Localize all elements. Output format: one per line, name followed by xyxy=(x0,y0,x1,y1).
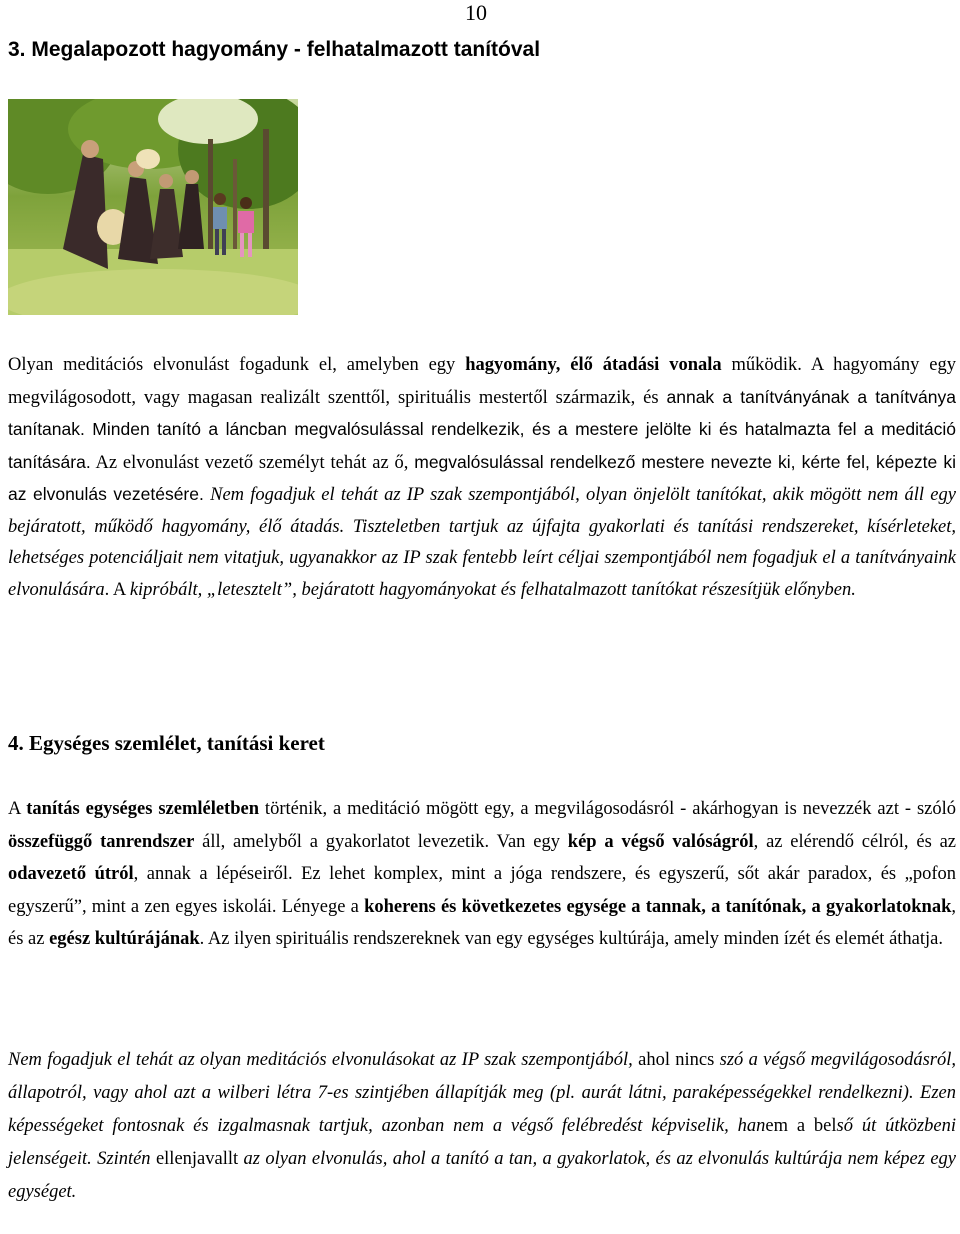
text-run: , annak a lépéseiről. Ez lehet komplex, mint a jóga rendszere, és egyszerű, sőt akár paradox, és „pofon egyszerű”, mint a zen egyes iskolái. Lényege a xyxy=(8,864,956,917)
bold-run: kép a végső valóságról xyxy=(567,831,754,852)
text-run: . A xyxy=(104,579,130,600)
bold-run: koherens és következetes egysége a tannak, a tanítónak, a gyakorlatoknak xyxy=(364,896,952,917)
section-4-paragraph-1 xyxy=(8,793,956,956)
text-run: A xyxy=(8,799,27,819)
italic-run: szó a végső megvilágosodásról, állapotról, vagy ahol azt a wilberi létra 7-es szintjében állapítják meg (pl. aurát látni, paraképességekkel rendelkezni). Ezen képességeket fontosnak és izgalmasnak tartjuk, azonban nem a végső felébredést képviselik, han xyxy=(8,1050,956,1136)
italic-run: kipróbált, „letesztelt”, bejáratott hagyományokat és felhatalmazott tanítókat részesítjük előnyben. xyxy=(129,579,856,600)
text-run: em a bel xyxy=(765,1116,837,1136)
italic-run: egy bejáratott, működő hagyomány, élő átadás. xyxy=(8,485,956,537)
text-run: Az elvonulást vezető személyt tehát az ő, xyxy=(90,452,415,473)
bold-run: tanítás egységes szemléletben xyxy=(26,799,260,819)
text-run: történik, a meditáció mögött egy, a megvilágosodásról - akárhogyan is nevezzék azt - szóló xyxy=(259,799,957,819)
italic-run: Nem fogadjuk el tehát az olyan meditációs elvonulásokat az IP szak szempontjából, xyxy=(8,1050,633,1070)
section-4-heading: 4. Egységes szemlélet, tanítási keret xyxy=(8,731,325,755)
text-run: , az elérendő célról, és az xyxy=(753,831,956,852)
italic-run: ső út útközbeni jelenségeit. Szintén xyxy=(8,1116,956,1169)
italic-run: Nem fogadjuk el tehát az IP szak szempontjából, olyan önjelölt tanítókat, akik mögött nem xyxy=(203,485,905,505)
text-run: . Az ilyen spirituális rendszereknek van egy egységes kultúrája, amely minden ízét és elemét áthatja. xyxy=(199,929,944,949)
text-run: Olyan meditációs elvonulást fogadunk el, amelyben egy xyxy=(8,355,466,375)
section-3-paragraph xyxy=(8,350,956,606)
bold-run: hagyomány, élő átadási vonala xyxy=(465,355,722,375)
text-run: működik. A hagyomány egy megvilágosodott, vagy magasan realizált szenttől, spirituális mestertől származik, és xyxy=(8,355,957,408)
italic-run: az olyan elvonulás, ahol a tanító a tan, a gyakorlatok, és az elvonulás kultúrája nem képez egy egységet. xyxy=(8,1149,957,1202)
photo-image xyxy=(8,99,298,315)
bold-run: odavezető útról xyxy=(8,864,134,884)
page-number: 10 xyxy=(465,0,487,25)
bold-run: összefüggő tanrendszer xyxy=(8,831,195,852)
text-run: áll, amelyből a gyakorlatot levezetik. Van egy xyxy=(194,831,568,852)
photo-monks-walking xyxy=(8,99,298,315)
text-run: annak a tanítványának a tanítványa tanítanak. Minden tanító a láncban megvalósulással rendelkezik, és a mestere jelölte ki és hatalmazta fel a meditáció tanítására. xyxy=(8,386,956,472)
text-run: , és az xyxy=(8,896,956,949)
section-3-heading: 3. Megalapozott hagyomány - felhatalmazott tanítóval xyxy=(8,38,541,61)
italic-run: áll xyxy=(904,485,925,505)
section-4-paragraph-2 xyxy=(8,1044,956,1209)
text-run: ahol nincs xyxy=(632,1050,720,1070)
bold-run: egész kultúrájának xyxy=(49,929,200,949)
text-run: megvalósulással rendelkező mestere nevezte ki, kérte fel, képezte ki az elvonulás vezetésére. xyxy=(8,451,956,504)
italic-run: Tiszteletben tartjuk az újfajta gyakorlati és tanítási rendszereket, xyxy=(344,516,868,537)
italic-run: kísérleteket, lehetséges potenciáljait nem vitatjuk, ugyanakkor az IP szak fentebb leírt céljai szempontjából nem fogadjuk el a tanítványaink elvonulására xyxy=(8,516,957,600)
text-run: ellenjavallt xyxy=(150,1149,244,1169)
